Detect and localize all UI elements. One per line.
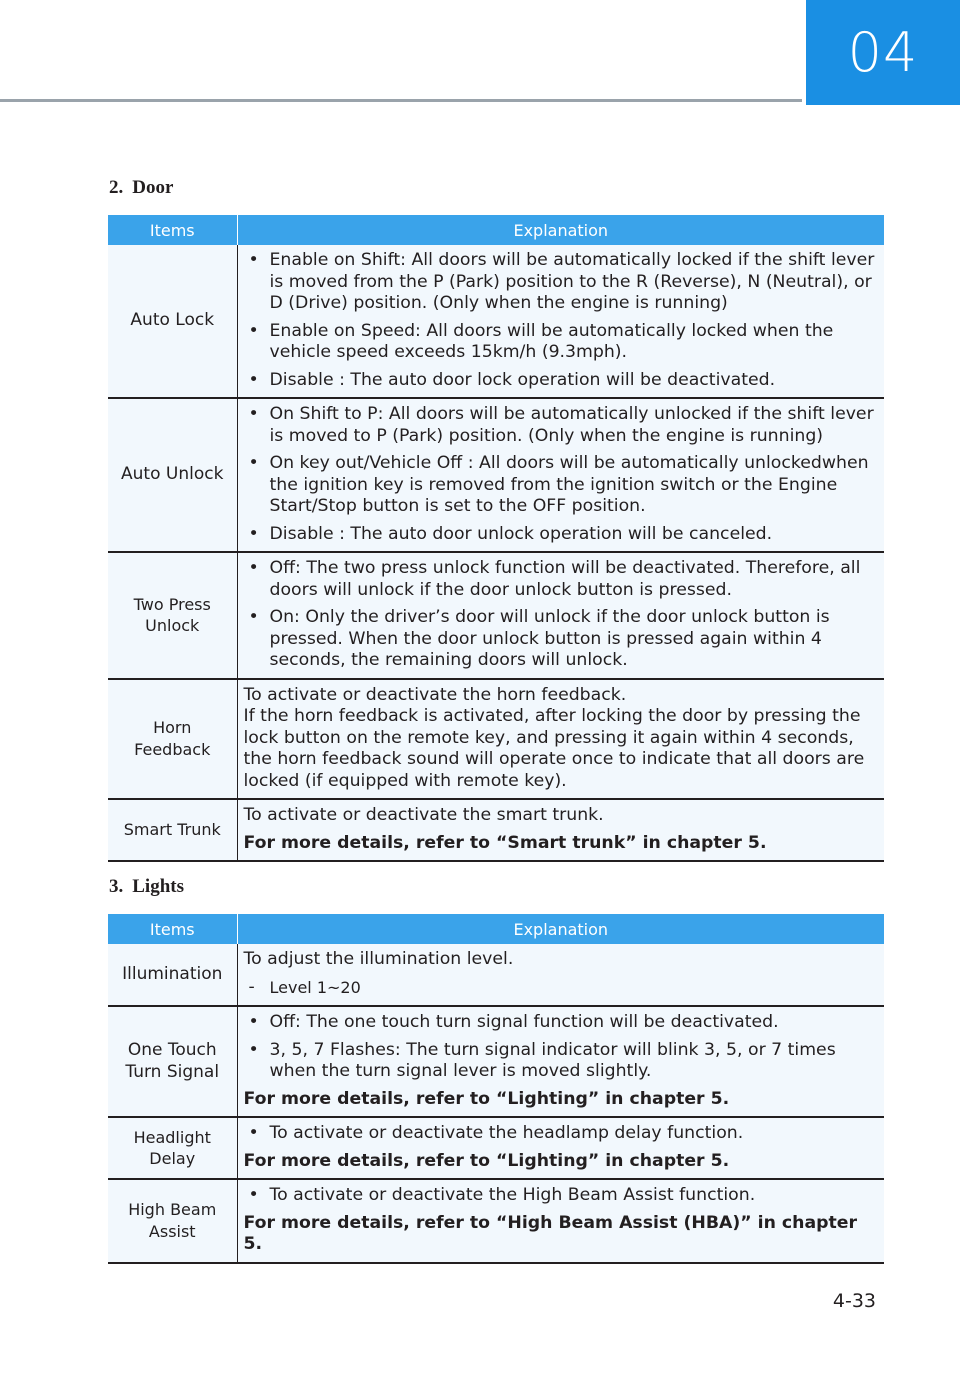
table-row: [108, 944, 884, 1006]
row-explanation: [237, 1179, 884, 1263]
row-item-high-beam-assist: High Beam Assist: [108, 1179, 237, 1263]
row-item-headlight-delay: Headlight Delay: [108, 1117, 237, 1179]
page-number: 4-33: [832, 1290, 876, 1312]
row-explanation: [237, 245, 884, 398]
bullet-item: • Off: The one touch turn signal function will be deactivated.: [248, 1012, 779, 1032]
table-header-row: [108, 215, 884, 245]
bullet-item: • On: Only the driver’s door will unlock if the door unlock button is pressed. When the door unlock button is pressed again within 4 seconds, the remaining doors will unlock.: [248, 607, 830, 670]
bullet-item: • Disable : The auto door lock operation will be deactivated.: [248, 369, 776, 390]
table-row: [108, 1117, 884, 1179]
column-header-explanation: Explanation: [237, 914, 884, 944]
bullet-item: • To activate or deactivate the High Beam Assist function.: [248, 1185, 756, 1205]
bullet-item: • Enable on Speed: All doors will be automatically locked when the vehicle speed exceeds 15km/h (9.3mph).: [248, 320, 834, 362]
row-item-horn-feedback: Horn Feedback: [108, 679, 237, 800]
header-rule: [0, 99, 802, 102]
bullet-item: • On Shift to P: All doors will be automatically unlocked if the shift lever is moved to P (Park) position. (Only when the engine is running): [248, 404, 874, 446]
table-row: [108, 679, 884, 800]
bullet-item: • To activate or deactivate the headlamp delay function.: [248, 1123, 744, 1143]
reference-note: For more details, refer to “High Beam Assist (HBA)” in chapter 5.: [243, 1212, 858, 1254]
section-title-door: [109, 177, 173, 199]
table-header-row: [108, 914, 884, 944]
bullet-item: • Off: The two press unlock function will be deactivated. Therefore, all doors will unlock if the door unlock button is pressed.: [248, 558, 861, 600]
explanation-text: If the horn feedback is activated, after locking the door by pressing the lock button on the remote key, and pressing it again within 4 seconds, the horn feedback sound will operate once to indicate that all doors are locked (if equipped with remote key).: [243, 706, 865, 791]
row-item-auto-lock: Auto Lock: [108, 245, 237, 398]
bullet-item: • Disable : The auto door unlock operation will be canceled.: [248, 523, 773, 544]
bullet-item: • 3, 5, 7 Flashes: The turn signal indicator will blink 3, 5, or 7 times when the turn signal lever is moved slightly.: [248, 1039, 836, 1081]
row-explanation: [237, 1006, 884, 1117]
row-explanation: [237, 1117, 884, 1179]
section-heading: Door: [132, 177, 174, 198]
reference-note: For more details, refer to “Smart trunk” in chapter 5.: [243, 832, 767, 853]
explanation-text: To activate or deactivate the horn feedback.: [243, 684, 627, 705]
explanation-text: To activate or deactivate the smart trunk.: [243, 805, 604, 825]
row-item-auto-unlock: Auto Unlock: [108, 398, 237, 552]
table-row: [108, 1179, 884, 1263]
row-item-two-press-unlock: Two Press Unlock: [108, 552, 237, 679]
row-explanation: [237, 679, 884, 800]
reference-note: For more details, refer to “Lighting” in chapter 5.: [243, 1150, 730, 1171]
section-number: 3.: [109, 876, 124, 897]
row-explanation: [237, 398, 884, 552]
table-row: [108, 799, 884, 861]
column-header-items: Items: [108, 215, 237, 245]
table-row: [108, 245, 884, 398]
section-number: 2.: [109, 177, 124, 198]
reference-note: For more details, refer to “Lighting” in chapter 5.: [243, 1088, 730, 1109]
section-heading: Lights: [132, 876, 184, 897]
door-table: [108, 215, 884, 862]
row-item-one-touch-turn-signal: One Touch Turn Signal: [108, 1006, 237, 1117]
column-header-explanation: Explanation: [237, 215, 884, 245]
explanation-text: To adjust the illumination level.: [243, 949, 514, 969]
column-header-items: Items: [108, 914, 237, 944]
table-row: [108, 1006, 884, 1117]
row-explanation: [237, 552, 884, 679]
bullet-item: • Enable on Shift: All doors will be automatically locked if the shift lever is moved from the P (Park) position to the R (Reverse), N (Neutral), or D (Drive) position. (Only when the engine is running): [248, 250, 875, 313]
row-explanation: [237, 799, 884, 861]
chapter-tab: 04: [806, 0, 960, 105]
bullet-item: • On key out/Vehicle Off : All doors will be automatically unlockedwhen the ignition key is removed from the ignition switch or the Engine Start/Stop button is set to the OFF position.: [248, 453, 869, 516]
row-explanation: [237, 944, 884, 1006]
row-item-illumination: Illumination: [108, 944, 237, 1006]
row-item-smart-trunk: Smart Trunk: [108, 799, 237, 861]
table-row: [108, 398, 884, 552]
dash-item: - Level 1~20: [248, 976, 361, 997]
table-row: [108, 552, 884, 679]
section-title-lights: [109, 876, 184, 898]
lights-table: [108, 914, 884, 1264]
